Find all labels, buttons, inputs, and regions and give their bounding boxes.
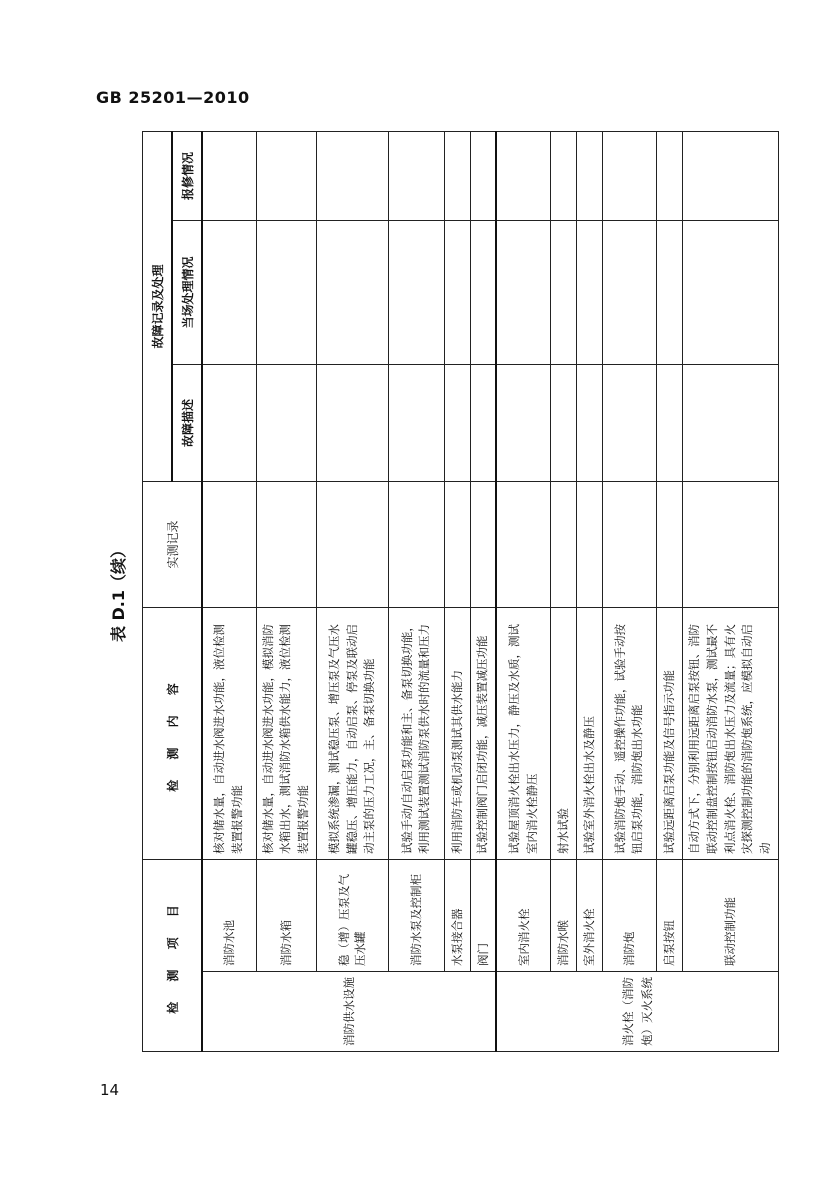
handling-cell [682, 220, 778, 364]
content-cell: 试验手动/自动启泵功能和主、备泵切换功能，利用测试装置测试消防泵供水时的流量和压力 [388, 607, 444, 859]
category-cell: 消火栓（消防炮）灭火系统 [496, 972, 778, 1052]
table-row [470, 131, 496, 1051]
fault-cell [470, 364, 496, 481]
table-title: 表 D.1（续） [109, 541, 128, 643]
record-cell [602, 481, 656, 607]
header-fault-group: 故障记录及处理 [143, 131, 173, 481]
item-cell: 阀门 [470, 859, 496, 971]
handling-cell [388, 220, 444, 364]
item-cell: 室外消火栓 [576, 859, 602, 971]
repair-cell [550, 131, 576, 220]
content-cell: 试验消防炮手动、遥控操作功能，试验手动按钮启泵功能，消防炮出水功能 [602, 607, 656, 859]
repair-cell [656, 131, 682, 220]
content-cell: 核对储水量，自动进水阀进水功能，模拟消防水箱出水，测试消防水箱供水能力，液位检测装置报警功能 [256, 607, 316, 859]
page-number: 14 [100, 1081, 120, 1099]
repair-cell [388, 131, 444, 220]
fault-cell [496, 364, 550, 481]
handling-cell [470, 220, 496, 364]
item-cell: 消防水池 [202, 859, 256, 971]
record-cell [656, 481, 682, 607]
fault-cell [656, 364, 682, 481]
content-cell: 试验远距离启泵功能及信号指示功能 [656, 607, 682, 859]
content-cell: 试验屋顶消火栓出水压力，静压及水质，测试室内消火栓静压 [496, 607, 550, 859]
table-row [496, 131, 550, 1051]
item-cell: 消防水泵及控制柜 [388, 859, 444, 971]
header-fault-description: 故障描述 [172, 364, 202, 481]
table-row [656, 131, 682, 1051]
repair-cell [256, 131, 316, 220]
fault-cell [682, 364, 778, 481]
table-row [682, 131, 778, 1051]
record-cell [496, 481, 550, 607]
table-row [602, 131, 656, 1051]
table-row [202, 131, 256, 1051]
fault-cell [550, 364, 576, 481]
repair-cell [602, 131, 656, 220]
handling-cell [256, 220, 316, 364]
rotated-table-page [96, 132, 773, 1052]
table-row [316, 131, 388, 1051]
repair-cell [682, 131, 778, 220]
record-cell [682, 481, 778, 607]
header-measured-record: 实测记录 [143, 481, 203, 607]
record-cell [444, 481, 470, 607]
table-row [256, 131, 316, 1051]
standard-code: GB 25201—2010 [96, 88, 250, 107]
content-cell: 核对储水量，自动进水阀进水功能，液位检测装置报警功能 [202, 607, 256, 859]
content-cell: 模拟系统渗漏，测试稳压泵、增压泵及气压水罐稳压、增压能力，自动启泵、停泵及联动启动主泵的压力工况，主、备泵切换功能 [316, 607, 388, 859]
repair-cell [496, 131, 550, 220]
header-inspection-item: 检 测 项 目 [143, 859, 203, 1051]
repair-cell [316, 131, 388, 220]
item-cell: 联动控制功能 [682, 859, 778, 971]
table-row [550, 131, 576, 1051]
handling-cell [202, 220, 256, 364]
table-row [576, 131, 602, 1051]
item-cell: 消防水箱 [256, 859, 316, 971]
record-cell [576, 481, 602, 607]
record-cell [388, 481, 444, 607]
handling-cell [496, 220, 550, 364]
repair-cell [444, 131, 470, 220]
handling-cell [602, 220, 656, 364]
header-onsite-handling: 当场处理情况 [172, 220, 202, 364]
record-cell [256, 481, 316, 607]
handling-cell [576, 220, 602, 364]
item-cell: 启泵按钮 [656, 859, 682, 971]
repair-cell [202, 131, 256, 220]
record-cell [202, 481, 256, 607]
content-cell: 利用消防车或机动泵测试其供水能力 [444, 607, 470, 859]
item-cell: 消防水喉 [550, 859, 576, 971]
item-cell: 室内消火栓 [496, 859, 550, 971]
category-cell: 消防供水设施 [202, 972, 496, 1052]
item-cell: 水泵接合器 [444, 859, 470, 971]
handling-cell [444, 220, 470, 364]
repair-cell [576, 131, 602, 220]
content-cell: 自动方式下，分别利用远距离启泵按钮、消防联动控制盘控制按钮启动消防水泵，测试最不利点消火栓、消防炮出水压力及流量；具有火灾探测控制功能的消防炮系统，应模拟自动启动 [682, 607, 778, 859]
item-cell: 消防炮 [602, 859, 656, 971]
repair-cell [470, 131, 496, 220]
fault-cell [202, 364, 256, 481]
record-cell [470, 481, 496, 607]
fault-cell [256, 364, 316, 481]
table-row [444, 131, 470, 1051]
fault-cell [316, 364, 388, 481]
fault-cell [576, 364, 602, 481]
record-cell [316, 481, 388, 607]
table-row [388, 131, 444, 1051]
inspection-table [142, 131, 779, 1052]
header-inspection-content: 检 测 内 容 [143, 607, 203, 859]
content-cell: 射水试验 [550, 607, 576, 859]
header-repair-report: 报修情况 [172, 131, 202, 220]
handling-cell [656, 220, 682, 364]
record-cell [550, 481, 576, 607]
content-cell: 试验控制阀门启闭功能，减压装置减压功能 [470, 607, 496, 859]
fault-cell [444, 364, 470, 481]
item-cell: 稳（增）压泵及气压水罐 [316, 859, 388, 971]
content-cell: 试验室外消火栓出水及静压 [576, 607, 602, 859]
handling-cell [316, 220, 388, 364]
fault-cell [388, 364, 444, 481]
fault-cell [602, 364, 656, 481]
handling-cell [550, 220, 576, 364]
